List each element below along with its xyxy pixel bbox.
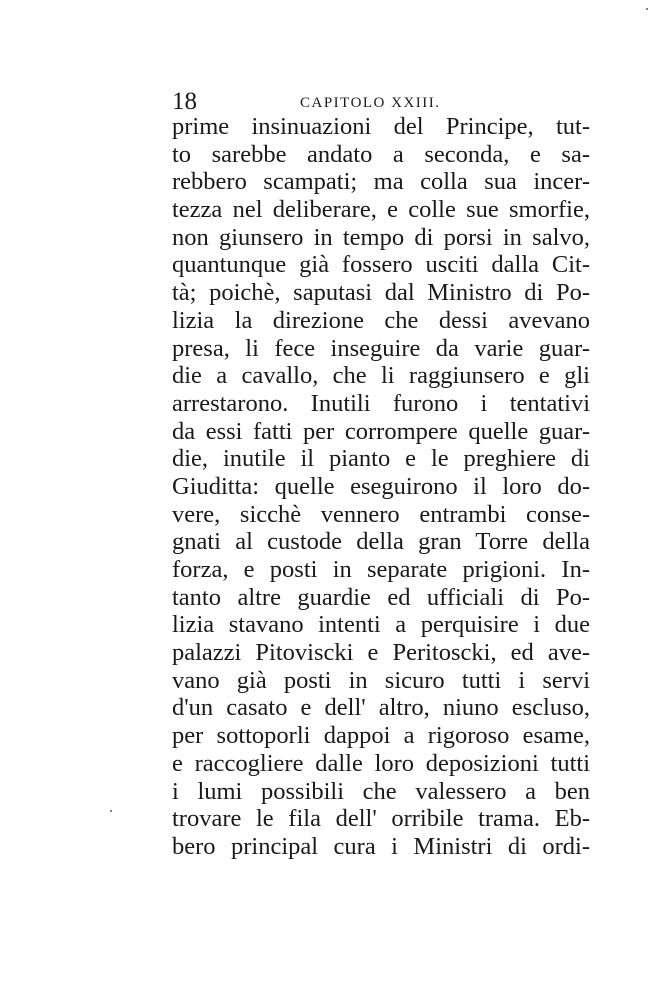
page-header [172,88,590,116]
text-line: d'un casato e dell' altro, niuno escluso, [172,694,590,722]
text-line: arrestarono. Inutili furono i tentativi [172,389,590,417]
text-line: lizia stavano intenti a perquisire i due [172,611,590,639]
text-line: gnati al custode della gran Torre della [172,528,590,556]
text-line: non giunsero in tempo di porsi in salvo, [172,223,590,251]
text-line: die, inutile il pianto e le preghiere di [172,445,590,473]
print-speck [646,8,648,10]
text-line: e raccogliere dalle loro deposizioni tutti [172,749,590,777]
text-line: lizia la direzione che dessi avevano [172,306,590,334]
text-line: prime insinuazioni del Principe, tut- [172,113,590,140]
text-line: trovare le fila dell' orribile trama. Eb- [172,805,590,833]
text-line: vere, sicchè vennero entrambi conse- [172,500,590,528]
text-line: i lumi possibili che valessero a ben [172,777,590,805]
text-line: tanto altre guardie ed ufficiali di Po- [172,583,590,611]
text-line: Giuditta: quelle eseguirono il loro do- [172,472,590,500]
text-line: forza, e posti in separate prigioni. In- [172,556,590,583]
text-line: tà; poichè, saputasi dal Ministro di Po- [172,279,590,307]
text-line: per sottoporli dappoi a rigoroso esame, [172,722,590,750]
text-line: presa, li fece inseguire da varie guar- [172,334,590,362]
running-head: CAPITOLO XXIII. [300,95,441,111]
print-speck [110,810,112,812]
text-line: palazzi Pitoviscki e Peritoscki, ed ave- [172,639,590,667]
text-line: vano già posti in sicuro tutti i servi [172,666,590,694]
text-line: to sarebbe andato a seconda, e sa- [172,140,590,168]
page-number: 18 [172,88,197,115]
text-line: quantunque già fossero usciti dalla Cit- [172,251,590,279]
text-line: bero principal cura i Ministri di ordi- [172,832,590,860]
text-line: da essi fatti per corrompere quelle guar- [172,417,590,445]
text-line: tezza nel deliberare, e colle sue smorfie, [172,196,590,224]
body-text [172,113,590,861]
text-line: rebbero scampati; ma colla sua incer- [172,168,590,196]
text-line: die a cavallo, che li raggiunsero e gli [172,362,590,390]
